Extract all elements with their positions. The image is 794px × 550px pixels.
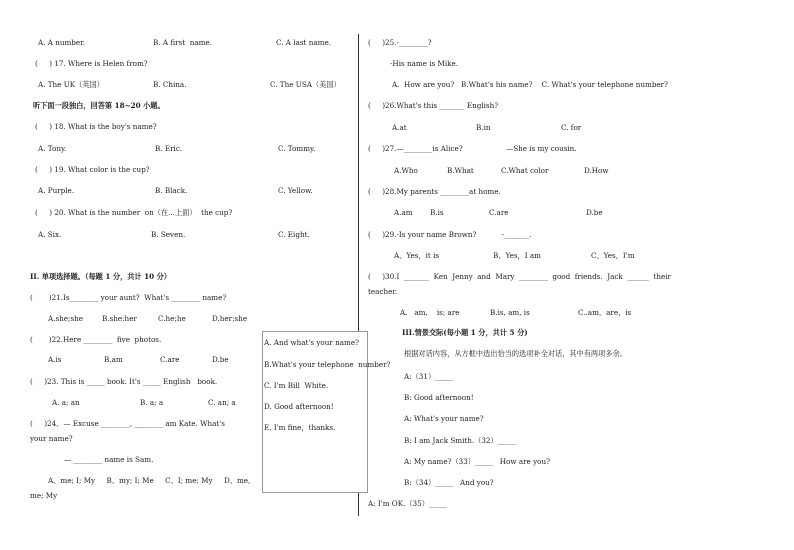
q26-option-a: A.at [392, 123, 407, 132]
q26-option-c: C. for [561, 123, 582, 132]
q24-options: A、me; I; My B、my; I; Me C、I; me; My D、me, [48, 476, 251, 485]
q16-option-b: B. A first name. [153, 38, 212, 47]
question-19: ( ) 19. What color is the cup? [35, 165, 150, 174]
q18-option-b: B. Eric. [155, 144, 183, 153]
box-option-a: A. And what's your name? [264, 338, 359, 347]
q29-option-c: C、Yes，I'm [591, 251, 635, 260]
question-28: ( )28.My parents ________at home. [368, 187, 501, 196]
q23-option-b: B. a; a [140, 398, 164, 407]
question-27: ( )27.—________is Alice? —She is my cousin. [368, 144, 577, 153]
dialogue-line-33: A: My name?（33）_____ How are you? [404, 457, 550, 466]
question-30: ( )30.I _______ Ken Jenny and Mary ________ good friends. Jack ______ their [368, 272, 671, 281]
question-24-reply: — ________ name is Sam. [64, 455, 154, 464]
q21-option-a: A.she;she [48, 314, 84, 323]
question-25: ( )25.-________? [368, 38, 432, 47]
q19-option-c: C. Yellow. [278, 186, 313, 195]
dialogue-line-b1: B: Good afternoon! [404, 393, 474, 402]
q29-option-a: A、Yes，it is [394, 251, 440, 260]
q16-option-c: C. A last name. [276, 38, 332, 47]
q18-option-a: A. Tony. [38, 144, 67, 153]
q28-option-b: B.is [430, 208, 444, 217]
box-option-c: C. I'm Bill White. [264, 381, 329, 390]
q19-option-a: A. Purple. [38, 186, 75, 195]
q20-option-a: A. Six. [38, 230, 62, 239]
q21-option-b: B.she;her [102, 314, 137, 323]
dialogue-line-32: B: I am Jack Smith.（32）_____ [404, 436, 516, 445]
question-30-cont: teacher. [368, 287, 398, 296]
dialogue-line-a2: A: What's your name? [404, 414, 484, 423]
q28-option-d: D.be [586, 208, 603, 217]
q22-option-b: B.am [104, 355, 123, 364]
dialogue-line-35: A: I'm OK.（35）_____ [368, 499, 447, 508]
question-29: ( )29.-Is your name Brown? -_______. [368, 230, 532, 239]
q19-option-b: B. Black. [155, 186, 188, 195]
q22-option-c: C.are [160, 355, 180, 364]
dialogue-line-31: A:（31）_____ [404, 372, 454, 381]
box-option-b: B.What's your telephone number? [264, 360, 391, 369]
q27-option-c: C.What color [501, 166, 549, 175]
q26-option-b: B.in [476, 123, 491, 132]
q18-option-c: C. Tommy. [278, 144, 316, 153]
question-18: ( ) 18. What is the boy's name? [35, 122, 157, 131]
listening-instruction: 听下面一段独白，回答第 18~20 小题。 [33, 101, 165, 110]
q29-option-b: B、Yes，I am [493, 251, 541, 260]
q20-option-c: C. Eight. [278, 230, 310, 239]
q17-option-c: C. The USA（美国） [270, 80, 341, 89]
q22-option-a: A.is [48, 355, 62, 364]
q23-option-c: C. an; a [208, 398, 236, 407]
question-26: ( )26.What's this _______ English? [368, 101, 499, 110]
q21-option-c: C.he;he [158, 314, 186, 323]
q22-option-d: D.be [212, 355, 229, 364]
q30-option-c: C..am，are，is [578, 308, 632, 317]
box-option-d: D. Good afternoon! [264, 402, 334, 411]
q16-option-a: A. A number. [38, 38, 86, 47]
q27-option-d: D.How [584, 166, 609, 175]
q27-option-b: B.What [447, 166, 474, 175]
dialogue-line-34: B:（34）_____ And you? [404, 478, 494, 487]
question-22: ( )22.Here ________ five photos. [30, 335, 162, 344]
question-21: ( )21.Is________ your aunt? What's ________ name? [30, 293, 227, 302]
question-24: ( )24、— Excuse ________, ________ am Kate. What's [30, 419, 225, 428]
question-23: ( )23. This is _____ book. It's _____ English book. [30, 377, 218, 386]
dialogue-options-box [262, 331, 391, 493]
question-24-cont: your name? [30, 434, 73, 443]
q27-option-a: A.Who [394, 166, 418, 175]
q30-option-a: A. am, is; are [400, 308, 460, 317]
question-20: ( ) 20. What is the number on（在...上面） the cup? [35, 208, 233, 217]
q30-option-b: B.is, am, is [490, 308, 530, 317]
question-17: ( ) 17. Where is Helen from? [35, 59, 148, 68]
q17-option-a: A. The UK（英国） [38, 80, 104, 89]
q25-options: A. How are you? B.What's his name? C. What's your telephone number? [392, 80, 668, 89]
q28-option-a: A.am [394, 208, 413, 217]
q17-option-b: B. China. [153, 80, 187, 89]
q28-option-c: C.are [489, 208, 509, 217]
section-2-heading: II. 单项选择题。（每题 1 分，共计 10 分） [30, 272, 171, 281]
section-3-heading: III.情景交际(每小题 1 分，共计 5 分) [402, 328, 528, 337]
q20-option-b: B. Seven. [151, 230, 186, 239]
q25-answer: -His name is Mike. [390, 59, 459, 68]
q21-option-d: D.her;she [212, 314, 248, 323]
section-3-instruction: 根据对话内容，从方框中选出恰当的选项补全对话，其中有两项多余。 [404, 349, 627, 358]
q23-option-a: A. a; an [52, 398, 80, 407]
box-option-e: E. I'm fine，thanks. [264, 423, 336, 432]
q24-options-cont: me; My [30, 491, 58, 500]
